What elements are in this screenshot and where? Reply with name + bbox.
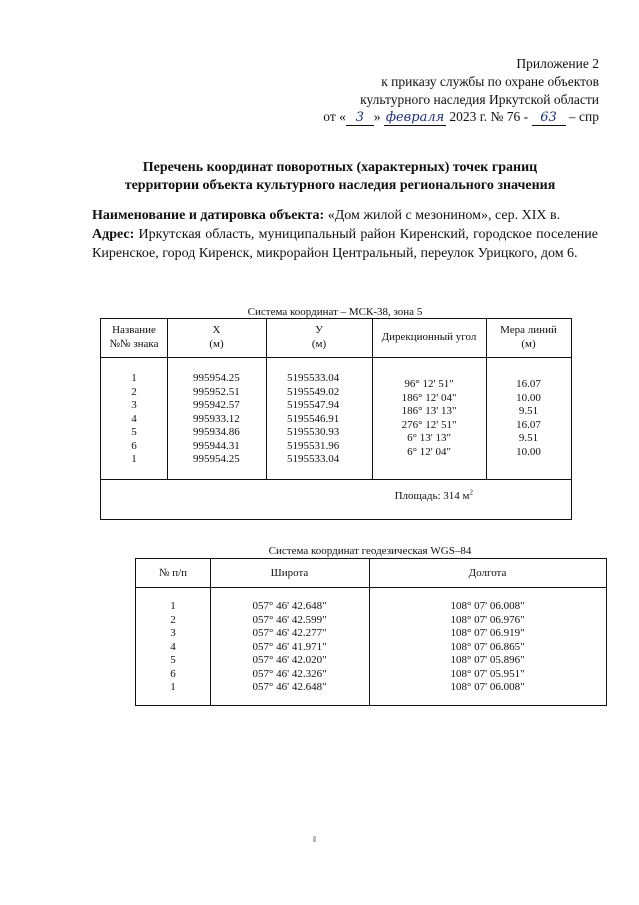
latitude-value: 057° 46' 42.326" [252, 667, 327, 680]
point-number: 4 [170, 640, 176, 653]
x-value: 995952.51 [193, 385, 240, 398]
table2-caption: Система координат геодезическая WGS–84 [268, 545, 472, 557]
object-name-label: Наименование и датировка объекта: [92, 208, 325, 223]
point-number: 4 [131, 412, 137, 425]
point-number: 1 [131, 372, 137, 384]
latitude-value: 057° 46' 42.648" [252, 681, 327, 693]
point-number: 2 [131, 385, 137, 398]
point-number: 2 [170, 613, 176, 626]
longitude-value: 108° 07' 06.008" [450, 600, 525, 612]
object-name [92, 206, 598, 225]
x-value: 995942.57 [193, 399, 240, 411]
y-value: 5195547.94 [287, 399, 340, 411]
y-value: 5195549.02 [287, 385, 340, 398]
object-address [92, 225, 598, 263]
order-authority: культурного наследия Иркутской области [360, 92, 599, 107]
y-value: 5195533.04 [287, 372, 340, 384]
longitude-column [369, 600, 606, 695]
x-value: 995954.25 [193, 453, 240, 465]
msk-coordinates-table [100, 318, 572, 520]
latitude-value: 057° 46' 42.648" [252, 600, 327, 612]
date-year-number: 2023 г. № 76 - [449, 109, 529, 124]
angle-value: 6° 13' 13" [407, 432, 451, 444]
point-number: 1 [170, 681, 176, 693]
longitude-value: 108° 07' 06.008" [450, 681, 525, 693]
longitude-value: 108° 07' 06.976" [450, 613, 525, 626]
date-prefix: от « [323, 109, 346, 124]
latitude-value: 057° 46' 42.599" [252, 613, 327, 626]
area-total: Площадь: 314 $м^2$ [394, 488, 473, 502]
header-y: У (м) [311, 324, 327, 350]
x-value: 995954.25 [193, 372, 240, 384]
document-title-line1: Перечень координат поворотных (характерных) точек границ [142, 160, 538, 175]
angles-column [372, 378, 486, 459]
length-value: 16.07 [516, 378, 541, 390]
wgs-point-numbers-column [136, 600, 210, 695]
date-month: февраля [385, 110, 445, 125]
order-number: 63 [532, 111, 566, 126]
point-number: 6 [170, 667, 176, 680]
header-latitude: Широта [270, 567, 309, 579]
date-day: 3 [346, 111, 374, 126]
x-values-column [193, 372, 240, 467]
point-number: 5 [131, 426, 137, 438]
angle-value: 6° 12' 04" [407, 445, 451, 458]
point-number: 5 [170, 654, 176, 666]
scan-artifact [313, 836, 316, 842]
x-value: 995933.12 [193, 412, 240, 425]
address-label: Адрес: [92, 227, 135, 242]
y-value: 5195546.91 [287, 412, 340, 425]
y-value: 5195533.04 [287, 453, 340, 465]
longitude-value: 108° 07' 05.896" [450, 654, 525, 666]
longitude-value: 108° 07' 05.951" [450, 667, 525, 680]
order-reference: к приказу службы по охране объектов [381, 74, 599, 89]
length-value: 9.51 [518, 405, 539, 417]
header-row-number: № п/п [158, 567, 188, 579]
point-number: 1 [131, 453, 137, 465]
table1-caption: Система координат – МСК-38, зона 5 [247, 306, 423, 318]
x-value: 995944.31 [193, 439, 240, 452]
table1-footer-rule [101, 479, 571, 480]
angle-value: 276° 12' 51" [401, 418, 457, 431]
point-numbers-column [101, 372, 167, 467]
y-values-column [287, 372, 339, 467]
table1-header-rule [101, 357, 571, 358]
lengths-column [486, 378, 571, 459]
longitude-value: 108° 07' 06.865" [450, 640, 525, 653]
header-longitude: Долгота [468, 567, 507, 579]
point-number: 3 [131, 399, 137, 411]
angle-value: 96° 12' 51" [404, 378, 454, 390]
length-value: 10.00 [516, 391, 541, 404]
document-title-line2: территории объекта культурного наследия регионального значения [124, 178, 556, 193]
length-value: 9.51 [518, 432, 539, 444]
y-value: 5195531.96 [287, 439, 340, 452]
x-value: 995934.86 [193, 426, 240, 438]
length-value: 16.07 [516, 418, 541, 431]
latitude-value: 057° 46' 42.020" [252, 654, 327, 666]
header-direction-angle: Дирекционный угол [381, 331, 477, 343]
order-date-line [323, 107, 599, 127]
angle-value: 186° 12' 04" [401, 391, 457, 404]
wgs84-coordinates-table [135, 558, 607, 706]
point-number: 6 [131, 439, 137, 452]
header-line-length: Мера линий (м) [500, 324, 557, 350]
header-x: X (м) [209, 324, 224, 350]
table2-header-rule [136, 587, 606, 588]
angle-value: 186° 13' 13" [401, 405, 457, 417]
length-value: 10.00 [516, 445, 541, 458]
point-number: 1 [170, 600, 176, 612]
longitude-value: 108° 07' 06.919" [450, 627, 525, 639]
order-suffix: – спр [568, 109, 599, 124]
date-mid: » [373, 109, 381, 124]
latitude-column [210, 600, 369, 695]
point-number: 3 [170, 627, 176, 639]
object-name-value: «Дом жилой с мезонином», сер. XIX в. [327, 208, 561, 223]
address-value: Иркутская область, муниципальный район Киренский, городское поселение Киренское, город Киренск, микрорайон Центральный, переулок Урицкого, дом 6. [92, 227, 599, 261]
y-value: 5195530.93 [287, 426, 340, 438]
appendix-label: Приложение 2 [516, 56, 599, 71]
latitude-value: 057° 46' 42.277" [252, 627, 327, 639]
latitude-value: 057° 46' 41.971" [252, 640, 327, 653]
header-point-name: Название №№ знака [109, 324, 159, 350]
